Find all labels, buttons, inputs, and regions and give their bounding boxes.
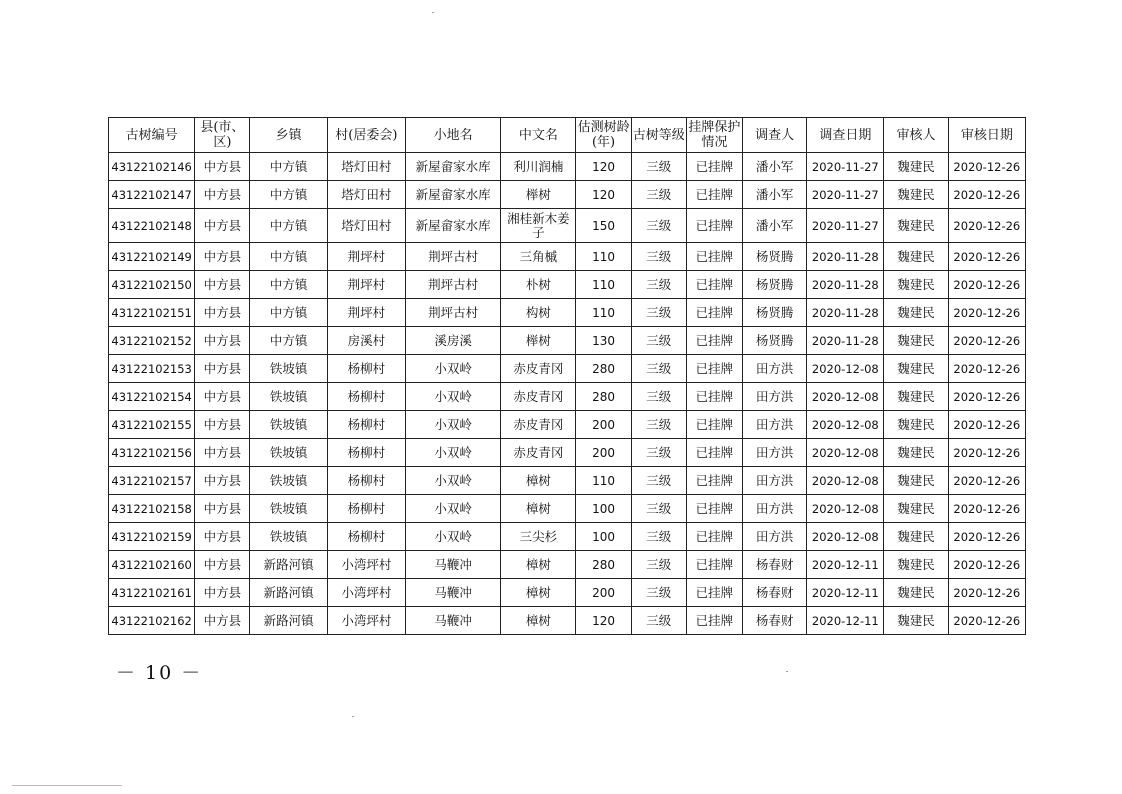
review-date-cell: 2020-12-26 — [948, 467, 1025, 495]
reviewer-cell: 魏建民 — [884, 327, 948, 355]
survey-date-cell: 2020-11-28 — [807, 299, 884, 327]
reviewer-cell: 魏建民 — [884, 607, 948, 635]
tag-status-cell: 已挂牌 — [686, 467, 742, 495]
review-date-cell: 2020-12-26 — [948, 181, 1025, 209]
tree-id-cell: 43122102159 — [109, 523, 195, 551]
species-name-cell: 樟树 — [501, 607, 576, 635]
tag-status-cell: 已挂牌 — [686, 181, 742, 209]
survey-date-cell: 2020-12-08 — [807, 411, 884, 439]
village-cell: 杨柳村 — [327, 495, 405, 523]
reviewer-cell: 魏建民 — [884, 579, 948, 607]
tree-id-cell: 43122102156 — [109, 439, 195, 467]
age-cell: 150 — [576, 209, 631, 243]
age-cell: 100 — [576, 523, 631, 551]
town-cell: 铁坡镇 — [250, 411, 327, 439]
page-number: － 10 － — [116, 662, 203, 684]
survey-date-cell: 2020-12-11 — [807, 551, 884, 579]
grade-cell: 三级 — [631, 495, 686, 523]
table-row — [109, 153, 1026, 181]
species-name-cell: 樟树 — [501, 579, 576, 607]
tree-id-cell: 43122102147 — [109, 181, 195, 209]
place-name-cell: 小双岭 — [405, 439, 500, 467]
village-cell: 荆坪村 — [327, 271, 405, 299]
survey-date-cell: 2020-12-08 — [807, 439, 884, 467]
grade-cell: 三级 — [631, 243, 686, 271]
tree-id-cell: 43122102160 — [109, 551, 195, 579]
town-cell: 中方镇 — [250, 209, 327, 243]
table-row — [109, 209, 1026, 243]
table-row — [109, 181, 1026, 209]
grade-cell: 三级 — [631, 209, 686, 243]
column-header: 村(居委会) — [327, 118, 405, 153]
village-cell: 荆坪村 — [327, 243, 405, 271]
tag-status-cell: 已挂牌 — [686, 299, 742, 327]
surveyor-cell: 田方洪 — [743, 411, 807, 439]
tag-status-cell: 已挂牌 — [686, 439, 742, 467]
place-name-cell: 马鞭冲 — [405, 607, 500, 635]
table-row — [109, 411, 1026, 439]
review-date-cell: 2020-12-26 — [948, 523, 1025, 551]
tag-status-cell: 已挂牌 — [686, 327, 742, 355]
survey-date-cell: 2020-11-27 — [807, 181, 884, 209]
column-header: 估测树龄(年) — [576, 118, 631, 153]
tag-status-cell: 已挂牌 — [686, 523, 742, 551]
age-cell: 200 — [576, 439, 631, 467]
tree-id-cell: 43122102152 — [109, 327, 195, 355]
species-name-cell: 朴树 — [501, 271, 576, 299]
reviewer-cell: 魏建民 — [884, 551, 948, 579]
table-row — [109, 579, 1026, 607]
village-cell: 小湾坪村 — [327, 579, 405, 607]
reviewer-cell: 魏建民 — [884, 153, 948, 181]
town-cell: 中方镇 — [250, 299, 327, 327]
column-header: 古树编号 — [109, 118, 195, 153]
review-date-cell: 2020-12-26 — [948, 243, 1025, 271]
reviewer-cell: 魏建民 — [884, 411, 948, 439]
village-cell: 杨柳村 — [327, 523, 405, 551]
table-body — [109, 153, 1026, 635]
village-cell: 小湾坪村 — [327, 551, 405, 579]
survey-date-cell: 2020-12-08 — [807, 467, 884, 495]
grade-cell: 三级 — [631, 355, 686, 383]
reviewer-cell: 魏建民 — [884, 523, 948, 551]
species-name-cell: 三角槭 — [501, 243, 576, 271]
tree-id-cell: 43122102155 — [109, 411, 195, 439]
surveyor-cell: 田方洪 — [743, 439, 807, 467]
species-name-cell: 榉树 — [501, 181, 576, 209]
surveyor-cell: 田方洪 — [743, 467, 807, 495]
species-name-cell: 榉树 — [501, 327, 576, 355]
tree-id-cell: 43122102154 — [109, 383, 195, 411]
tree-id-cell: 43122102157 — [109, 467, 195, 495]
village-cell: 杨柳村 — [327, 439, 405, 467]
place-name-cell: 小双岭 — [405, 495, 500, 523]
town-cell: 中方镇 — [250, 243, 327, 271]
place-name-cell: 荆坪古村 — [405, 299, 500, 327]
grade-cell: 三级 — [631, 181, 686, 209]
surveyor-cell: 田方洪 — [743, 495, 807, 523]
tag-status-cell: 已挂牌 — [686, 243, 742, 271]
survey-date-cell: 2020-11-28 — [807, 243, 884, 271]
age-cell: 110 — [576, 271, 631, 299]
reviewer-cell: 魏建民 — [884, 439, 948, 467]
place-name-cell: 新屋畲家水库 — [405, 153, 500, 181]
tree-id-cell: 43122102158 — [109, 495, 195, 523]
county-cell: 中方县 — [195, 181, 250, 209]
village-cell: 房溪村 — [327, 327, 405, 355]
species-name-cell: 构树 — [501, 299, 576, 327]
tree-id-cell: 43122102151 — [109, 299, 195, 327]
age-cell: 110 — [576, 299, 631, 327]
tree-id-cell: 43122102150 — [109, 271, 195, 299]
survey-date-cell: 2020-12-08 — [807, 355, 884, 383]
ancient-tree-table — [108, 117, 1026, 635]
county-cell: 中方县 — [195, 383, 250, 411]
age-cell: 100 — [576, 495, 631, 523]
column-header: 小地名 — [405, 118, 500, 153]
grade-cell: 三级 — [631, 383, 686, 411]
place-name-cell: 新屋畲家水库 — [405, 181, 500, 209]
town-cell: 新路河镇 — [250, 579, 327, 607]
county-cell: 中方县 — [195, 271, 250, 299]
tag-status-cell: 已挂牌 — [686, 607, 742, 635]
county-cell: 中方县 — [195, 299, 250, 327]
surveyor-cell: 潘小军 — [743, 153, 807, 181]
county-cell: 中方县 — [195, 551, 250, 579]
town-cell: 中方镇 — [250, 181, 327, 209]
surveyor-cell: 杨春财 — [743, 607, 807, 635]
column-header: 审核人 — [884, 118, 948, 153]
village-cell: 塔灯田村 — [327, 209, 405, 243]
species-name-cell: 三尖杉 — [501, 523, 576, 551]
scan-speck — [12, 785, 122, 786]
age-cell: 120 — [576, 153, 631, 181]
survey-date-cell: 2020-12-08 — [807, 383, 884, 411]
age-cell: 120 — [576, 181, 631, 209]
column-header: 调查人 — [743, 118, 807, 153]
grade-cell: 三级 — [631, 439, 686, 467]
reviewer-cell: 魏建民 — [884, 243, 948, 271]
surveyor-cell: 杨贤腾 — [743, 271, 807, 299]
survey-date-cell: 2020-11-28 — [807, 327, 884, 355]
place-name-cell: 新屋畲家水库 — [405, 209, 500, 243]
surveyor-cell: 田方洪 — [743, 355, 807, 383]
town-cell: 铁坡镇 — [250, 495, 327, 523]
surveyor-cell: 杨春财 — [743, 579, 807, 607]
species-name-cell: 赤皮青冈 — [501, 439, 576, 467]
species-name-cell: 赤皮青冈 — [501, 411, 576, 439]
grade-cell: 三级 — [631, 607, 686, 635]
grade-cell: 三级 — [631, 271, 686, 299]
table-row — [109, 495, 1026, 523]
place-name-cell: 马鞭冲 — [405, 551, 500, 579]
village-cell: 塔灯田村 — [327, 153, 405, 181]
county-cell: 中方县 — [195, 327, 250, 355]
town-cell: 新路河镇 — [250, 607, 327, 635]
species-name-cell: 樟树 — [501, 551, 576, 579]
scan-speck — [786, 671, 788, 672]
town-cell: 铁坡镇 — [250, 383, 327, 411]
grade-cell: 三级 — [631, 299, 686, 327]
tag-status-cell: 已挂牌 — [686, 579, 742, 607]
place-name-cell: 小双岭 — [405, 523, 500, 551]
scan-speck — [432, 12, 434, 13]
age-cell: 280 — [576, 355, 631, 383]
survey-date-cell: 2020-12-08 — [807, 523, 884, 551]
tag-status-cell: 已挂牌 — [686, 209, 742, 243]
place-name-cell: 小双岭 — [405, 383, 500, 411]
table-row — [109, 523, 1026, 551]
tree-id-cell: 43122102153 — [109, 355, 195, 383]
survey-date-cell: 2020-11-28 — [807, 271, 884, 299]
age-cell: 280 — [576, 551, 631, 579]
county-cell: 中方县 — [195, 579, 250, 607]
survey-date-cell: 2020-11-27 — [807, 209, 884, 243]
column-header: 县(市、区) — [195, 118, 250, 153]
town-cell: 铁坡镇 — [250, 355, 327, 383]
table-row — [109, 327, 1026, 355]
surveyor-cell: 杨贤腾 — [743, 299, 807, 327]
surveyor-cell: 杨贤腾 — [743, 243, 807, 271]
species-name-cell: 利川润楠 — [501, 153, 576, 181]
reviewer-cell: 魏建民 — [884, 209, 948, 243]
age-cell: 120 — [576, 607, 631, 635]
place-name-cell: 小双岭 — [405, 411, 500, 439]
age-cell: 110 — [576, 243, 631, 271]
village-cell: 杨柳村 — [327, 355, 405, 383]
tree-id-cell: 43122102161 — [109, 579, 195, 607]
county-cell: 中方县 — [195, 355, 250, 383]
surveyor-cell: 杨春财 — [743, 551, 807, 579]
county-cell: 中方县 — [195, 467, 250, 495]
review-date-cell: 2020-12-26 — [948, 299, 1025, 327]
surveyor-cell: 潘小军 — [743, 181, 807, 209]
review-date-cell: 2020-12-26 — [948, 439, 1025, 467]
review-date-cell: 2020-12-26 — [948, 153, 1025, 181]
reviewer-cell: 魏建民 — [884, 495, 948, 523]
town-cell: 中方镇 — [250, 153, 327, 181]
table-row — [109, 383, 1026, 411]
surveyor-cell: 田方洪 — [743, 523, 807, 551]
tag-status-cell: 已挂牌 — [686, 551, 742, 579]
place-name-cell: 马鞭冲 — [405, 579, 500, 607]
survey-date-cell: 2020-11-27 — [807, 153, 884, 181]
table-row — [109, 355, 1026, 383]
table-row — [109, 439, 1026, 467]
grade-cell: 三级 — [631, 551, 686, 579]
tree-id-cell: 43122102148 — [109, 209, 195, 243]
county-cell: 中方县 — [195, 209, 250, 243]
village-cell: 杨柳村 — [327, 467, 405, 495]
tag-status-cell: 已挂牌 — [686, 411, 742, 439]
column-header: 古树等级 — [631, 118, 686, 153]
reviewer-cell: 魏建民 — [884, 355, 948, 383]
species-name-cell: 樟树 — [501, 495, 576, 523]
species-name-cell: 湘桂新木姜子 — [501, 209, 576, 243]
place-name-cell: 荆坪古村 — [405, 243, 500, 271]
town-cell: 铁坡镇 — [250, 439, 327, 467]
county-cell: 中方县 — [195, 439, 250, 467]
tag-status-cell: 已挂牌 — [686, 153, 742, 181]
table-row — [109, 607, 1026, 635]
age-cell: 200 — [576, 411, 631, 439]
survey-date-cell: 2020-12-11 — [807, 579, 884, 607]
table-row — [109, 271, 1026, 299]
tree-id-cell: 43122102146 — [109, 153, 195, 181]
village-cell: 塔灯田村 — [327, 181, 405, 209]
reviewer-cell: 魏建民 — [884, 299, 948, 327]
reviewer-cell: 魏建民 — [884, 181, 948, 209]
column-header: 挂牌保护情况 — [686, 118, 742, 153]
table-row — [109, 551, 1026, 579]
column-header: 审核日期 — [948, 118, 1025, 153]
county-cell: 中方县 — [195, 523, 250, 551]
review-date-cell: 2020-12-26 — [948, 327, 1025, 355]
county-cell: 中方县 — [195, 607, 250, 635]
grade-cell: 三级 — [631, 153, 686, 181]
survey-date-cell: 2020-12-08 — [807, 495, 884, 523]
town-cell: 中方镇 — [250, 327, 327, 355]
age-cell: 280 — [576, 383, 631, 411]
review-date-cell: 2020-12-26 — [948, 551, 1025, 579]
species-name-cell: 樟树 — [501, 467, 576, 495]
species-name-cell: 赤皮青冈 — [501, 383, 576, 411]
grade-cell: 三级 — [631, 467, 686, 495]
tag-status-cell: 已挂牌 — [686, 355, 742, 383]
column-header: 乡镇 — [250, 118, 327, 153]
species-name-cell: 赤皮青冈 — [501, 355, 576, 383]
review-date-cell: 2020-12-26 — [948, 209, 1025, 243]
table-header — [109, 118, 1026, 153]
review-date-cell: 2020-12-26 — [948, 355, 1025, 383]
table-row — [109, 467, 1026, 495]
county-cell: 中方县 — [195, 153, 250, 181]
column-header: 调查日期 — [807, 118, 884, 153]
review-date-cell: 2020-12-26 — [948, 579, 1025, 607]
table-row — [109, 299, 1026, 327]
tag-status-cell: 已挂牌 — [686, 271, 742, 299]
table-row — [109, 243, 1026, 271]
tag-status-cell: 已挂牌 — [686, 383, 742, 411]
age-cell: 200 — [576, 579, 631, 607]
age-cell: 110 — [576, 467, 631, 495]
county-cell: 中方县 — [195, 495, 250, 523]
village-cell: 杨柳村 — [327, 383, 405, 411]
review-date-cell: 2020-12-26 — [948, 383, 1025, 411]
header-row — [109, 118, 1026, 153]
tag-status-cell: 已挂牌 — [686, 495, 742, 523]
surveyor-cell: 田方洪 — [743, 383, 807, 411]
scan-speck — [352, 716, 354, 717]
village-cell: 小湾坪村 — [327, 607, 405, 635]
surveyor-cell: 杨贤腾 — [743, 327, 807, 355]
county-cell: 中方县 — [195, 243, 250, 271]
age-cell: 130 — [576, 327, 631, 355]
grade-cell: 三级 — [631, 327, 686, 355]
survey-date-cell: 2020-12-11 — [807, 607, 884, 635]
town-cell: 中方镇 — [250, 271, 327, 299]
review-date-cell: 2020-12-26 — [948, 411, 1025, 439]
place-name-cell: 小双岭 — [405, 467, 500, 495]
county-cell: 中方县 — [195, 411, 250, 439]
town-cell: 铁坡镇 — [250, 523, 327, 551]
grade-cell: 三级 — [631, 523, 686, 551]
grade-cell: 三级 — [631, 411, 686, 439]
place-name-cell: 荆坪古村 — [405, 271, 500, 299]
review-date-cell: 2020-12-26 — [948, 495, 1025, 523]
surveyor-cell: 潘小军 — [743, 209, 807, 243]
town-cell: 新路河镇 — [250, 551, 327, 579]
tree-id-cell: 43122102149 — [109, 243, 195, 271]
reviewer-cell: 魏建民 — [884, 467, 948, 495]
tree-id-cell: 43122102162 — [109, 607, 195, 635]
grade-cell: 三级 — [631, 579, 686, 607]
reviewer-cell: 魏建民 — [884, 271, 948, 299]
village-cell: 杨柳村 — [327, 411, 405, 439]
review-date-cell: 2020-12-26 — [948, 271, 1025, 299]
place-name-cell: 小双岭 — [405, 355, 500, 383]
column-header: 中文名 — [501, 118, 576, 153]
review-date-cell: 2020-12-26 — [948, 607, 1025, 635]
reviewer-cell: 魏建民 — [884, 383, 948, 411]
place-name-cell: 溪房溪 — [405, 327, 500, 355]
town-cell: 铁坡镇 — [250, 467, 327, 495]
village-cell: 荆坪村 — [327, 299, 405, 327]
